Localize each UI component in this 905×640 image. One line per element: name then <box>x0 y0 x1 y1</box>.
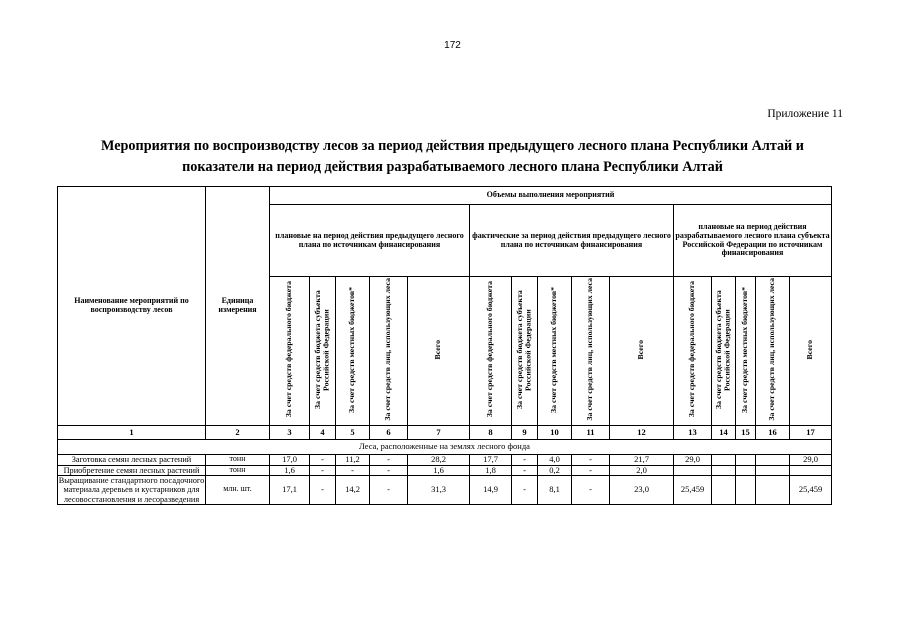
subheader-label: За счет средств бюджета субъекта Российской Федерации <box>514 290 533 409</box>
value-cell: 8,1 <box>538 476 572 505</box>
value-cell <box>736 476 756 505</box>
value-cell: 2,0 <box>610 465 674 476</box>
subheader-label: За счет средств местных бюджетов* <box>740 286 750 413</box>
subheader-cell <box>408 277 470 426</box>
value-cell: 1,6 <box>270 465 310 476</box>
subheader-label: За счет средств лиц, использующих леса <box>585 278 595 421</box>
subheader-cell <box>790 277 832 426</box>
value-cell <box>674 465 712 476</box>
header-group-planned-previous: плановые на период действия предыдущего лесного плана по источникам финансирования <box>270 205 470 277</box>
value-cell: 28,2 <box>408 455 470 466</box>
value-cell: - <box>512 455 538 466</box>
column-number: 6 <box>370 426 408 440</box>
value-cell: 14,9 <box>470 476 512 505</box>
column-number: 4 <box>310 426 336 440</box>
column-number: 9 <box>512 426 538 440</box>
title-line-2: показатели на период действия разрабатываемого лесного плана Республики Алтай <box>182 159 723 175</box>
section-header: Леса, расположенные на землях лесного фонда <box>58 440 832 455</box>
value-cell: 14,2 <box>336 476 370 505</box>
subheader-cell <box>470 277 512 426</box>
column-number: 2 <box>206 426 270 440</box>
value-cell: 21,7 <box>610 455 674 466</box>
column-number: 11 <box>572 426 610 440</box>
value-cell: 0,2 <box>538 465 572 476</box>
value-cell <box>790 465 832 476</box>
value-cell: - <box>512 476 538 505</box>
table-row <box>58 455 832 466</box>
value-cell <box>756 476 790 505</box>
subheader-cell <box>336 277 370 426</box>
subheader-label: За счет средств бюджета субъекта Российской Федерации <box>713 290 732 409</box>
value-cell: - <box>370 465 408 476</box>
value-cell <box>736 465 756 476</box>
value-cell: 29,0 <box>790 455 832 466</box>
value-cell <box>756 455 790 466</box>
subheader-label: За счет средств лиц, использующих леса <box>383 278 393 421</box>
activity-name: Приобретение семян лесных растений <box>58 465 206 476</box>
value-cell: 31,3 <box>408 476 470 505</box>
column-number: 7 <box>408 426 470 440</box>
value-cell: - <box>336 465 370 476</box>
subheader-label: За счет средств федерального бюджета <box>485 281 495 418</box>
header-group-actual-previous: фактические за период действия предыдущего лесного плана по источникам финансирования <box>470 205 674 277</box>
column-number: 13 <box>674 426 712 440</box>
subheader-label: Всего <box>636 339 646 360</box>
value-cell: 17,7 <box>470 455 512 466</box>
subheader-cell <box>270 277 310 426</box>
title-line-1: Мероприятия по воспроизводству лесов за период действия предыдущего лесного плана Республики Алтай и <box>101 138 804 154</box>
header-unit: Единица измерения <box>206 187 270 426</box>
table-row <box>58 465 832 476</box>
measures-table <box>57 186 832 505</box>
subheader-cell <box>512 277 538 426</box>
column-number: 14 <box>712 426 736 440</box>
value-cell: 17,0 <box>270 455 310 466</box>
column-number: 10 <box>538 426 572 440</box>
appendix-label: Приложение 11 <box>767 108 843 120</box>
value-cell: - <box>512 465 538 476</box>
value-cell: 1,8 <box>470 465 512 476</box>
column-number: 12 <box>610 426 674 440</box>
subheader-label: За счет средств бюджета субъекта Российской Федерации <box>312 290 331 409</box>
subheader-cell <box>370 277 408 426</box>
value-cell: 11,2 <box>336 455 370 466</box>
value-cell: 23,0 <box>610 476 674 505</box>
subheader-cell <box>310 277 336 426</box>
value-cell: - <box>310 476 336 505</box>
value-cell: - <box>572 465 610 476</box>
value-cell: - <box>310 455 336 466</box>
subheader-cell <box>674 277 712 426</box>
activity-name: Выращивание стандартного посадочного материала деревьев и кустарников для лесовосстановления и лесоразведения <box>58 476 205 504</box>
value-cell: 4,0 <box>538 455 572 466</box>
subheader-label: Всего <box>805 339 815 360</box>
value-cell: - <box>370 476 408 505</box>
subheader-label: За счет средств местных бюджетов* <box>549 286 559 413</box>
value-cell <box>712 455 736 466</box>
subheader-label: За счет средств местных бюджетов* <box>347 286 357 413</box>
page-number: 172 <box>444 40 461 51</box>
value-cell <box>712 465 736 476</box>
header-activity-name: Наименование мероприятий по воспроизводству лесов <box>58 187 206 426</box>
value-cell: 1,6 <box>408 465 470 476</box>
column-number: 3 <box>270 426 310 440</box>
subheader-cell <box>736 277 756 426</box>
document-title <box>40 136 865 178</box>
value-cell: 17,1 <box>270 476 310 505</box>
subheader-label: За счет средств федерального бюджета <box>284 281 294 418</box>
column-number: 8 <box>470 426 512 440</box>
column-number: 17 <box>790 426 832 440</box>
column-number: 1 <box>58 426 206 440</box>
activity-unit: млн. шт. <box>206 476 270 505</box>
column-number: 5 <box>336 426 370 440</box>
activity-unit: тонн <box>206 455 270 466</box>
activity-unit: тонн <box>206 465 270 476</box>
subheader-cell <box>712 277 736 426</box>
subheader-cell <box>756 277 790 426</box>
subheader-label: За счет средств лиц, использующих леса <box>767 278 777 421</box>
header-group-planned-new: плановые на период действия разрабатываемого лесного плана субъекта Российской Федерации по источникам финансирования <box>674 205 832 277</box>
subheader-cell <box>538 277 572 426</box>
value-cell <box>736 455 756 466</box>
value-cell: 25,459 <box>674 476 712 505</box>
value-cell <box>712 476 736 505</box>
value-cell: - <box>370 455 408 466</box>
value-cell: 29,0 <box>674 455 712 466</box>
subheader-label: Всего <box>433 339 443 360</box>
subheader-cell <box>610 277 674 426</box>
value-cell: - <box>572 476 610 505</box>
value-cell: 25,459 <box>790 476 832 505</box>
header-volumes: Объемы выполнения мероприятий <box>270 187 832 205</box>
table-row <box>58 476 832 505</box>
value-cell <box>756 465 790 476</box>
activity-name: Заготовка семян лесных растений <box>58 455 206 466</box>
subheader-cell <box>572 277 610 426</box>
column-number: 15 <box>736 426 756 440</box>
column-number: 16 <box>756 426 790 440</box>
value-cell: - <box>572 455 610 466</box>
subheader-label: За счет средств федерального бюджета <box>687 281 697 418</box>
value-cell: - <box>310 465 336 476</box>
